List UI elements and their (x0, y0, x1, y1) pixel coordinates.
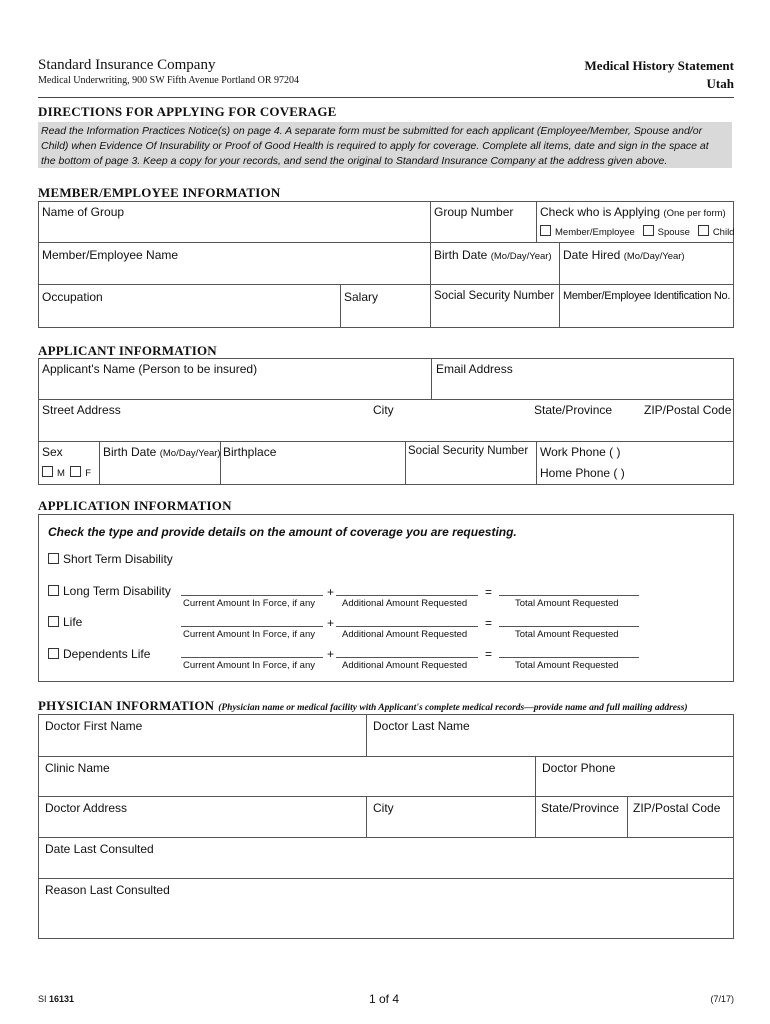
directions-text-2: Child) when Evidence Of Insurability or Proof of Good Health is required to apply for coverage. Complete all items, date and sign in the space at (41, 140, 709, 152)
check-who-label: Check who is Applying (One per form) (540, 205, 726, 219)
dep-life-equals: = (485, 647, 493, 661)
date-hired-label: Date Hired (Mo/Day/Year) (563, 248, 685, 262)
birthplace-field[interactable] (220, 441, 405, 485)
dep-life-additional-line[interactable] (336, 657, 478, 658)
life-checkbox[interactable] (48, 616, 59, 627)
dep-life-total-line[interactable] (499, 657, 639, 658)
life-plus: + (327, 616, 335, 630)
occupation-field[interactable] (38, 284, 340, 328)
form-date: (7/17) (710, 994, 734, 1004)
dep-life-total-caption: Total Amount Requested (515, 660, 619, 671)
member-form (38, 201, 734, 328)
applicant-form (38, 358, 734, 485)
sex-field (38, 441, 99, 485)
sex-options: M F (42, 466, 91, 479)
physician-section-header (38, 697, 688, 715)
member-name-field[interactable] (38, 242, 430, 284)
work-phone-label: Work Phone ( ) (540, 445, 621, 459)
dep-life-current-caption: Current Amount In Force, if any (183, 660, 316, 671)
applicant-ssn-label: Social Security Number (408, 445, 529, 457)
ltd-checkbox[interactable] (48, 585, 59, 596)
life-additional-line[interactable] (336, 626, 478, 627)
ltd-equals: = (485, 585, 493, 599)
dep-life-checkbox[interactable] (48, 648, 59, 659)
doctor-last-name-label: Doctor Last Name (373, 719, 470, 733)
date-last-consulted-field[interactable] (38, 837, 734, 878)
ltd-current-line[interactable] (181, 595, 323, 596)
applicant-section-title: APPLICANT INFORMATION (38, 343, 217, 358)
dep-life-option[interactable]: Dependents Life (48, 647, 150, 661)
life-total-caption: Total Amount Requested (515, 629, 619, 640)
directions-title: DIRECTIONS FOR APPLYING FOR COVERAGE (38, 104, 337, 119)
life-current-line[interactable] (181, 626, 323, 627)
doctor-address-label: Doctor Address (45, 801, 128, 815)
applicant-birth-date-field[interactable] (99, 441, 220, 485)
check-who-applying (536, 201, 734, 242)
date-hired-field[interactable] (559, 242, 734, 284)
doctor-zip-field[interactable] (627, 796, 734, 837)
applicant-birth-date-label: Birth Date (Mo/Day/Year) (103, 445, 221, 459)
applicant-city-label: City (373, 403, 394, 417)
birthplace-label: Birthplace (223, 445, 277, 459)
application-form (38, 514, 734, 682)
applicant-state-label: State/Province (534, 403, 613, 417)
std-checkbox[interactable] (48, 553, 59, 564)
physician-section-title: PHYSICIAN INFORMATION (38, 698, 215, 713)
doctor-phone-field[interactable] (535, 756, 734, 796)
salary-field[interactable] (340, 284, 430, 328)
email-field[interactable] (431, 358, 734, 399)
date-last-consulted-label: Date Last Consulted (45, 842, 154, 856)
doctor-zip-label: ZIP/Postal Code (633, 801, 721, 815)
member-section-title: MEMBER/EMPLOYEE INFORMATION (38, 185, 281, 200)
home-phone-label: Home Phone ( ) (540, 466, 625, 480)
street-address-field[interactable] (38, 399, 734, 441)
physician-section-subtitle: (Physician name or medical facility with Applicant's complete medical records—provide name and full mailing address) (218, 703, 688, 713)
ltd-additional-line[interactable] (336, 595, 478, 596)
name-of-group-label: Name of Group (42, 205, 125, 219)
occupation-label: Occupation (42, 290, 103, 304)
sex-f-checkbox[interactable] (70, 466, 81, 477)
member-birth-date-label: Birth Date (Mo/Day/Year) (434, 248, 552, 262)
member-employee-checkbox[interactable] (540, 225, 551, 236)
directions-box (38, 122, 732, 168)
doctor-address-field[interactable] (38, 796, 366, 837)
company-name: Standard Insurance Company (38, 57, 216, 73)
group-number-field[interactable] (430, 201, 536, 242)
doctor-state-field[interactable] (535, 796, 627, 837)
member-name-label: Member/Employee Name (42, 248, 179, 262)
dep-life-additional-caption: Additional Amount Requested (342, 660, 468, 671)
name-of-group-field[interactable] (38, 201, 430, 242)
street-address-label: Street Address (42, 403, 121, 417)
form-number: SI 16131 (38, 994, 75, 1004)
doctor-phone-label: Doctor Phone (542, 761, 616, 775)
member-id-label: Member/Employee Identification No. (563, 290, 731, 302)
applicant-zip-label: ZIP/Postal Code (644, 403, 732, 417)
spouse-checkbox[interactable] (643, 225, 654, 236)
ltd-option[interactable]: Long Term Disability (48, 584, 171, 598)
ltd-total-caption: Total Amount Requested (515, 598, 619, 609)
doctor-first-name-label: Doctor First Name (45, 719, 143, 733)
email-label: Email Address (436, 362, 513, 376)
life-current-caption: Current Amount In Force, if any (183, 629, 316, 640)
sex-label: Sex (42, 445, 63, 459)
doctor-last-name-field[interactable] (366, 714, 734, 756)
life-option[interactable]: Life (48, 615, 82, 629)
page-number: 1 of 4 (369, 992, 400, 1006)
application-instruction: Check the type and provide details on the amount of coverage you are requesting. (48, 525, 517, 539)
doctor-city-field[interactable] (366, 796, 535, 837)
dep-life-current-line[interactable] (181, 657, 323, 658)
doctor-state-label: State/Province (541, 801, 620, 815)
directions-text-3: the bottom of page 3. Keep a copy for your records, and send the original to Standard Insurance Company at the address given above. (41, 155, 668, 167)
clinic-name-field[interactable] (38, 756, 535, 796)
header-rule (38, 97, 734, 98)
applicant-name-label: Applicant's Name (Person to be insured) (42, 362, 258, 376)
ltd-plus: + (327, 585, 335, 599)
physician-form (38, 714, 734, 939)
sex-m-checkbox[interactable] (42, 466, 53, 477)
dep-life-plus: + (327, 647, 335, 661)
group-number-label: Group Number (434, 205, 514, 219)
application-section-title: APPLICATION INFORMATION (38, 498, 232, 513)
phone-field[interactable] (536, 441, 734, 485)
child-checkbox[interactable] (698, 225, 709, 236)
member-ssn-label: Social Security Number (434, 290, 555, 302)
member-ssn-field[interactable] (430, 284, 559, 328)
reason-last-consulted-label: Reason Last Consulted (45, 883, 170, 897)
applicant-name-field[interactable] (38, 358, 431, 399)
life-additional-caption: Additional Amount Requested (342, 629, 468, 640)
directions-text-1: Read the Information Practices Notice(s) on page 4. A separate form must be submitted for each applicant (Employee/Member, Spouse and/or (41, 125, 703, 137)
company-address: Medical Underwriting, 900 SW Fifth Avenue Portland OR 97204 (38, 75, 299, 86)
ltd-current-caption: Current Amount In Force, if any (183, 598, 316, 609)
ltd-additional-caption: Additional Amount Requested (342, 598, 468, 609)
life-total-line[interactable] (499, 626, 639, 627)
applicant-ssn-field[interactable] (405, 441, 536, 485)
form-title-state: Utah (706, 76, 734, 91)
doctor-city-label: City (373, 801, 394, 815)
ltd-total-line[interactable] (499, 595, 639, 596)
member-id-field[interactable] (559, 284, 734, 328)
salary-label: Salary (344, 290, 379, 304)
form-title-line1: Medical History Statement (584, 58, 734, 73)
life-equals: = (485, 616, 493, 630)
applicant-type-options: Member/Employee Spouse Child (540, 225, 734, 238)
form-title (585, 57, 734, 93)
reason-last-consulted-field[interactable] (38, 878, 734, 939)
clinic-name-label: Clinic Name (45, 761, 110, 775)
std-option[interactable]: Short Term Disability (48, 552, 173, 566)
member-birth-date-field[interactable] (430, 242, 559, 284)
doctor-first-name-field[interactable] (38, 714, 366, 756)
